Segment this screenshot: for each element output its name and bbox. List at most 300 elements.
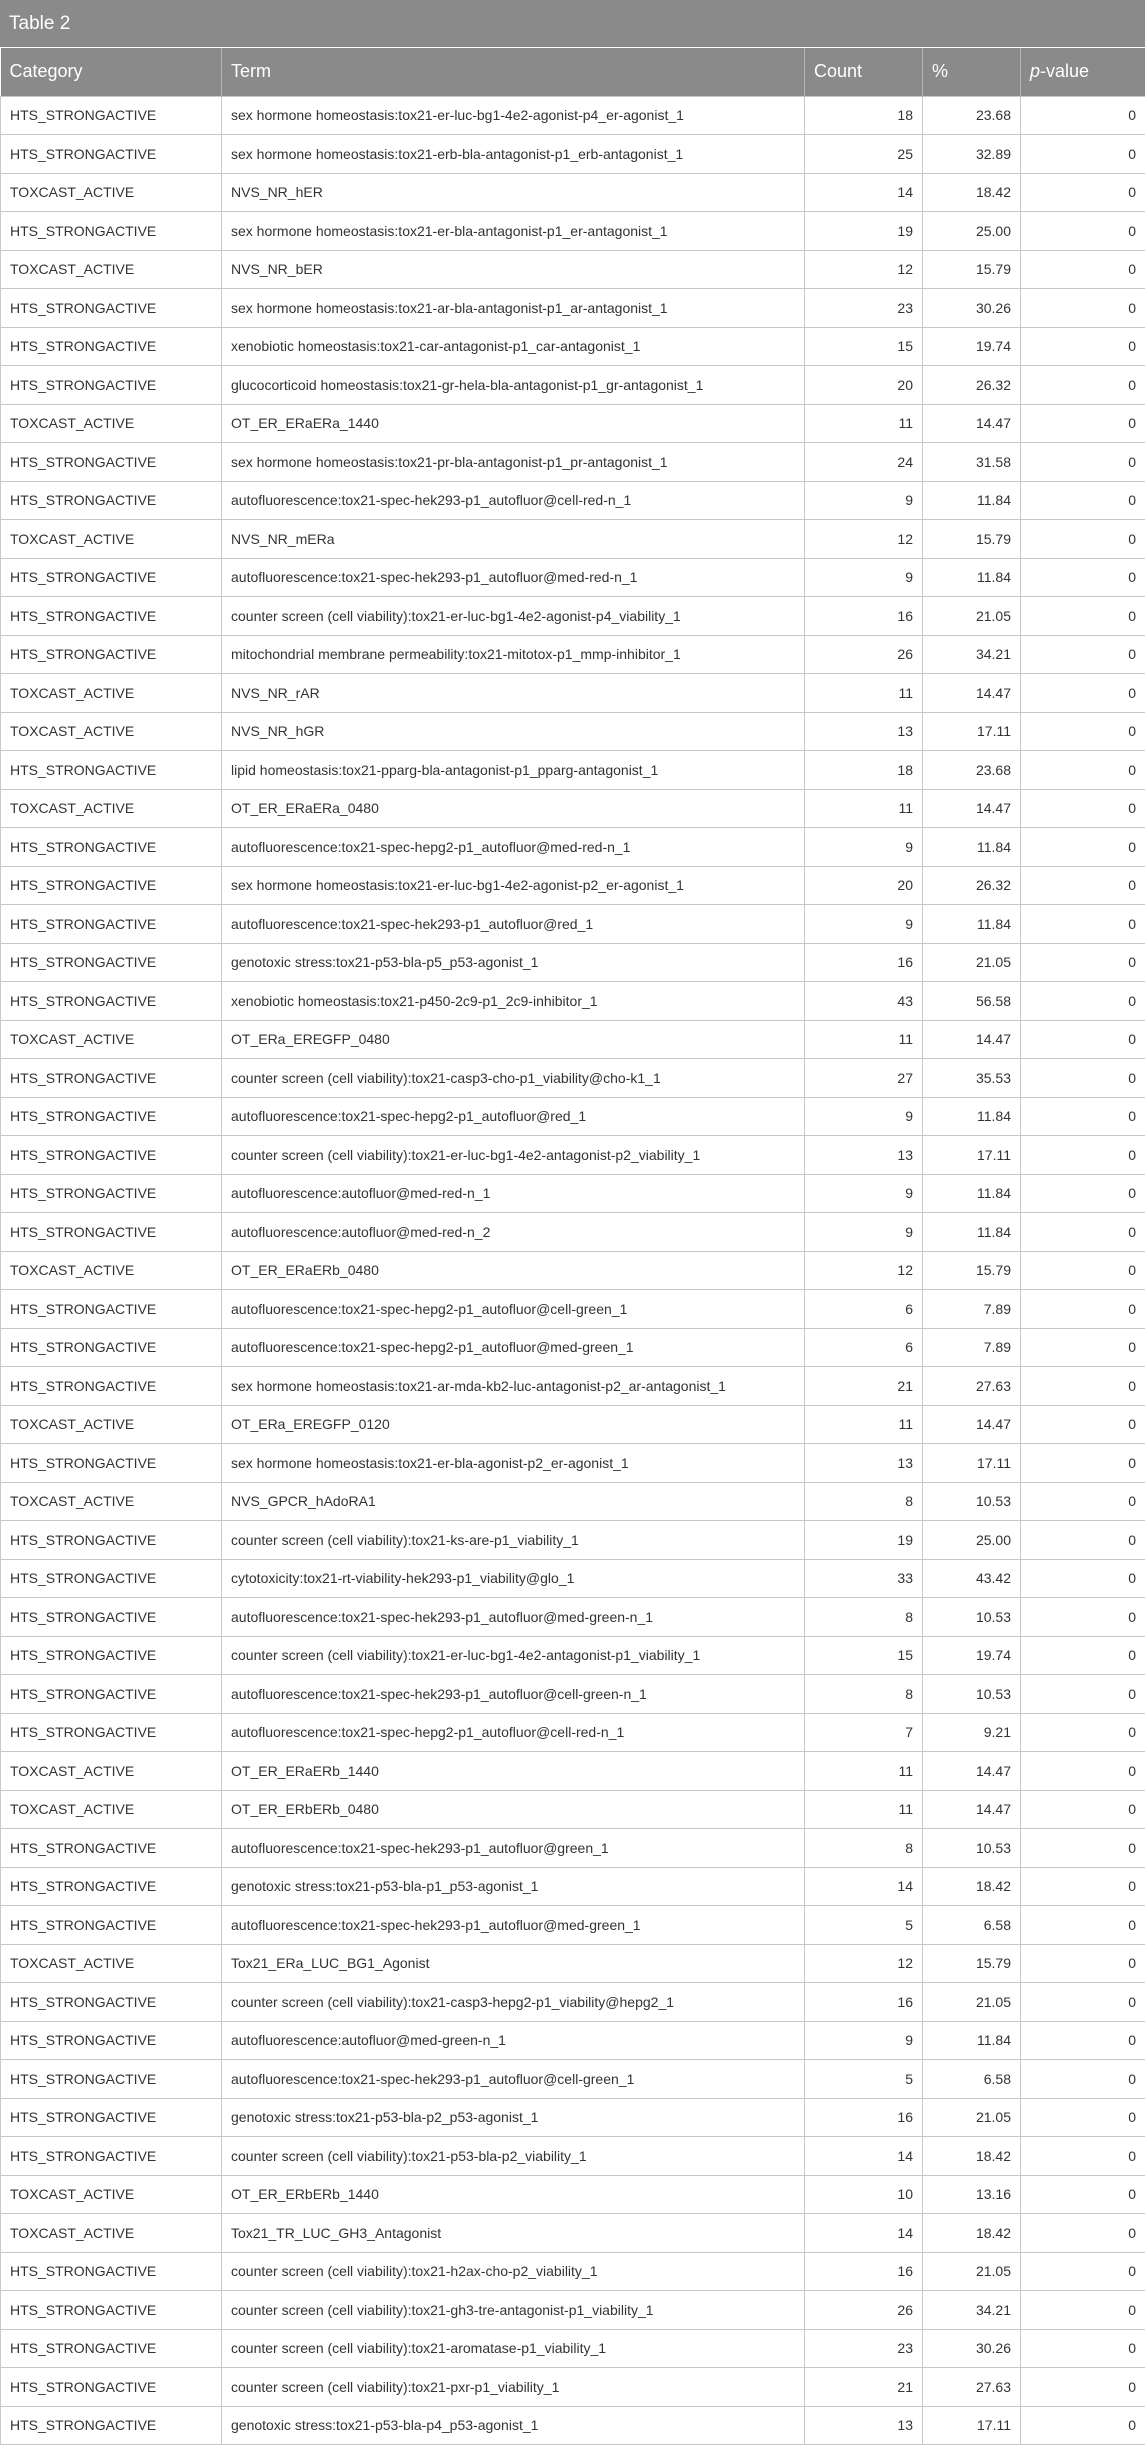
- cell-count: 16: [805, 2252, 923, 2291]
- cell-term: counter screen (cell viability):tox21-gh3-tre-antagonist-p1_viability_1: [222, 2291, 805, 2330]
- cell-percent: 25.00: [923, 212, 1021, 251]
- table-caption: Table 2: [0, 0, 1145, 48]
- cell-percent: 11.84: [923, 2021, 1021, 2060]
- cell-term: counter screen (cell viability):tox21-ks-are-p1_viability_1: [222, 1521, 805, 1560]
- cell-percent: 26.32: [923, 366, 1021, 405]
- cell-pvalue: 0: [1021, 443, 1145, 482]
- cell-percent: 11.84: [923, 1174, 1021, 1213]
- cell-term: OT_ER_ERaERb_0480: [222, 1251, 805, 1290]
- table-row: [1, 327, 1145, 366]
- cell-percent: 18.42: [923, 1867, 1021, 1906]
- cell-term: genotoxic stress:tox21-p53-bla-p5_p53-agonist_1: [222, 943, 805, 982]
- table-row: [1, 173, 1145, 212]
- cell-percent: 21.05: [923, 1983, 1021, 2022]
- cell-term: OT_ER_ERbERb_1440: [222, 2175, 805, 2214]
- table-row: [1, 1521, 1145, 1560]
- table-body: [1, 96, 1145, 2445]
- cell-pvalue: 0: [1021, 1174, 1145, 1213]
- cell-pvalue: 0: [1021, 1521, 1145, 1560]
- cell-percent: 6.58: [923, 2060, 1021, 2099]
- cell-percent: 11.84: [923, 1213, 1021, 1252]
- cell-category: HTS_STRONGACTIVE: [1, 2329, 222, 2368]
- header-percent: %: [923, 48, 1021, 96]
- cell-count: 11: [805, 404, 923, 443]
- cell-term: OT_ER_ERbERb_0480: [222, 1790, 805, 1829]
- cell-pvalue: 0: [1021, 2368, 1145, 2407]
- table-row: [1, 1983, 1145, 2022]
- cell-count: 13: [805, 712, 923, 751]
- cell-term: sex hormone homeostasis:tox21-ar-mda-kb2-luc-antagonist-p2_ar-antagonist_1: [222, 1367, 805, 1406]
- cell-percent: 35.53: [923, 1059, 1021, 1098]
- cell-category: TOXCAST_ACTIVE: [1, 404, 222, 443]
- table-row: [1, 1713, 1145, 1752]
- cell-percent: 17.11: [923, 2406, 1021, 2445]
- cell-percent: 10.53: [923, 1482, 1021, 1521]
- cell-pvalue: 0: [1021, 1906, 1145, 1945]
- cell-category: HTS_STRONGACTIVE: [1, 1521, 222, 1560]
- cell-category: HTS_STRONGACTIVE: [1, 558, 222, 597]
- cell-pvalue: 0: [1021, 751, 1145, 790]
- table-row: [1, 635, 1145, 674]
- table-row: [1, 1752, 1145, 1791]
- cell-category: HTS_STRONGACTIVE: [1, 1906, 222, 1945]
- cell-pvalue: 0: [1021, 135, 1145, 174]
- cell-pvalue: 0: [1021, 635, 1145, 674]
- table-row: [1, 2329, 1145, 2368]
- table-row: [1, 2406, 1145, 2445]
- cell-percent: 30.26: [923, 2329, 1021, 2368]
- cell-percent: 30.26: [923, 289, 1021, 328]
- header-category: Category: [1, 48, 222, 96]
- cell-pvalue: 0: [1021, 1020, 1145, 1059]
- results-table: [0, 48, 1145, 2445]
- table-row: [1, 1482, 1145, 1521]
- cell-category: HTS_STRONGACTIVE: [1, 1059, 222, 1098]
- table-row: [1, 597, 1145, 636]
- cell-percent: 15.79: [923, 520, 1021, 559]
- cell-percent: 31.58: [923, 443, 1021, 482]
- cell-count: 12: [805, 520, 923, 559]
- cell-percent: 14.47: [923, 1020, 1021, 1059]
- cell-pvalue: 0: [1021, 250, 1145, 289]
- cell-category: TOXCAST_ACTIVE: [1, 1405, 222, 1444]
- cell-percent: 13.16: [923, 2175, 1021, 2214]
- cell-pvalue: 0: [1021, 2291, 1145, 2330]
- cell-category: HTS_STRONGACTIVE: [1, 212, 222, 251]
- cell-pvalue: 0: [1021, 404, 1145, 443]
- table-row: [1, 2137, 1145, 2176]
- cell-count: 16: [805, 1983, 923, 2022]
- cell-term: OT_ERa_EREGFP_0120: [222, 1405, 805, 1444]
- table-row: [1, 2368, 1145, 2407]
- table-row: [1, 1559, 1145, 1598]
- cell-category: HTS_STRONGACTIVE: [1, 751, 222, 790]
- cell-percent: 19.74: [923, 327, 1021, 366]
- cell-percent: 14.47: [923, 1790, 1021, 1829]
- cell-count: 5: [805, 2060, 923, 2099]
- cell-term: NVS_NR_hER: [222, 173, 805, 212]
- table-row: [1, 1675, 1145, 1714]
- cell-count: 8: [805, 1482, 923, 1521]
- cell-pvalue: 0: [1021, 982, 1145, 1021]
- table-row: [1, 1405, 1145, 1444]
- cell-percent: 21.05: [923, 2098, 1021, 2137]
- table-row: [1, 1829, 1145, 1868]
- cell-count: 9: [805, 2021, 923, 2060]
- cell-term: sex hormone homeostasis:tox21-er-bla-agonist-p2_er-agonist_1: [222, 1444, 805, 1483]
- cell-category: HTS_STRONGACTIVE: [1, 1174, 222, 1213]
- cell-count: 12: [805, 250, 923, 289]
- cell-pvalue: 0: [1021, 212, 1145, 251]
- cell-percent: 10.53: [923, 1675, 1021, 1714]
- cell-pvalue: 0: [1021, 1405, 1145, 1444]
- cell-category: TOXCAST_ACTIVE: [1, 1944, 222, 1983]
- cell-term: lipid homeostasis:tox21-pparg-bla-antagonist-p1_pparg-antagonist_1: [222, 751, 805, 790]
- cell-pvalue: 0: [1021, 1097, 1145, 1136]
- cell-count: 9: [805, 905, 923, 944]
- cell-count: 16: [805, 943, 923, 982]
- cell-category: TOXCAST_ACTIVE: [1, 712, 222, 751]
- table-row: [1, 558, 1145, 597]
- cell-count: 8: [805, 1598, 923, 1637]
- cell-term: autofluorescence:tox21-spec-hepg2-p1_autofluor@cell-green_1: [222, 1290, 805, 1329]
- cell-pvalue: 0: [1021, 712, 1145, 751]
- cell-term: autofluorescence:autofluor@med-green-n_1: [222, 2021, 805, 2060]
- cell-percent: 23.68: [923, 751, 1021, 790]
- cell-category: HTS_STRONGACTIVE: [1, 2291, 222, 2330]
- cell-pvalue: 0: [1021, 2175, 1145, 2214]
- cell-count: 5: [805, 1906, 923, 1945]
- cell-count: 24: [805, 443, 923, 482]
- cell-pvalue: 0: [1021, 1829, 1145, 1868]
- cell-term: sex hormone homeostasis:tox21-er-luc-bg1-4e2-agonist-p2_er-agonist_1: [222, 866, 805, 905]
- cell-term: sex hormone homeostasis:tox21-er-luc-bg1-4e2-agonist-p4_er-agonist_1: [222, 96, 805, 135]
- cell-category: HTS_STRONGACTIVE: [1, 2252, 222, 2291]
- cell-term: autofluorescence:tox21-spec-hek293-p1_autofluor@green_1: [222, 1829, 805, 1868]
- cell-pvalue: 0: [1021, 1867, 1145, 1906]
- cell-pvalue: 0: [1021, 1790, 1145, 1829]
- cell-term: counter screen (cell viability):tox21-aromatase-p1_viability_1: [222, 2329, 805, 2368]
- cell-pvalue: 0: [1021, 2252, 1145, 2291]
- cell-count: 14: [805, 2137, 923, 2176]
- cell-category: HTS_STRONGACTIVE: [1, 1367, 222, 1406]
- cell-percent: 34.21: [923, 2291, 1021, 2330]
- cell-category: HTS_STRONGACTIVE: [1, 1097, 222, 1136]
- cell-category: HTS_STRONGACTIVE: [1, 1598, 222, 1637]
- cell-count: 21: [805, 1367, 923, 1406]
- cell-category: TOXCAST_ACTIVE: [1, 1020, 222, 1059]
- table-row: [1, 1944, 1145, 1983]
- cell-percent: 7.89: [923, 1290, 1021, 1329]
- cell-category: HTS_STRONGACTIVE: [1, 1559, 222, 1598]
- cell-category: TOXCAST_ACTIVE: [1, 2175, 222, 2214]
- table-row: [1, 1174, 1145, 1213]
- cell-term: OT_ER_ERaERa_1440: [222, 404, 805, 443]
- cell-pvalue: 0: [1021, 1059, 1145, 1098]
- cell-count: 9: [805, 1097, 923, 1136]
- cell-category: HTS_STRONGACTIVE: [1, 2098, 222, 2137]
- cell-percent: 14.47: [923, 789, 1021, 828]
- table-row: [1, 1097, 1145, 1136]
- cell-count: 14: [805, 1867, 923, 1906]
- cell-count: 27: [805, 1059, 923, 1098]
- cell-category: HTS_STRONGACTIVE: [1, 1829, 222, 1868]
- cell-category: HTS_STRONGACTIVE: [1, 1713, 222, 1752]
- cell-category: TOXCAST_ACTIVE: [1, 520, 222, 559]
- cell-term: Tox21_TR_LUC_GH3_Antagonist: [222, 2214, 805, 2253]
- cell-pvalue: 0: [1021, 1559, 1145, 1598]
- cell-pvalue: 0: [1021, 1136, 1145, 1175]
- cell-category: HTS_STRONGACTIVE: [1, 597, 222, 636]
- cell-term: autofluorescence:tox21-spec-hek293-p1_autofluor@cell-red-n_1: [222, 481, 805, 520]
- table-row: [1, 1059, 1145, 1098]
- cell-count: 8: [805, 1829, 923, 1868]
- cell-percent: 34.21: [923, 635, 1021, 674]
- cell-pvalue: 0: [1021, 1636, 1145, 1675]
- cell-pvalue: 0: [1021, 1444, 1145, 1483]
- cell-term: sex hormone homeostasis:tox21-pr-bla-antagonist-p1_pr-antagonist_1: [222, 443, 805, 482]
- cell-percent: 11.84: [923, 1097, 1021, 1136]
- cell-count: 15: [805, 1636, 923, 1675]
- cell-count: 26: [805, 635, 923, 674]
- table-row: [1, 366, 1145, 405]
- cell-count: 25: [805, 135, 923, 174]
- cell-percent: 32.89: [923, 135, 1021, 174]
- cell-pvalue: 0: [1021, 2406, 1145, 2445]
- cell-term: autofluorescence:tox21-spec-hepg2-p1_autofluor@med-green_1: [222, 1328, 805, 1367]
- cell-category: TOXCAST_ACTIVE: [1, 789, 222, 828]
- table-row: [1, 1136, 1145, 1175]
- cell-category: TOXCAST_ACTIVE: [1, 1482, 222, 1521]
- table-row: [1, 828, 1145, 867]
- cell-category: HTS_STRONGACTIVE: [1, 2021, 222, 2060]
- cell-pvalue: 0: [1021, 943, 1145, 982]
- cell-pvalue: 0: [1021, 2060, 1145, 2099]
- cell-category: TOXCAST_ACTIVE: [1, 674, 222, 713]
- cell-count: 12: [805, 1251, 923, 1290]
- cell-percent: 17.11: [923, 1136, 1021, 1175]
- table-row: [1, 2252, 1145, 2291]
- cell-count: 11: [805, 789, 923, 828]
- cell-category: HTS_STRONGACTIVE: [1, 1444, 222, 1483]
- cell-percent: 18.42: [923, 2214, 1021, 2253]
- table-row: [1, 250, 1145, 289]
- cell-pvalue: 0: [1021, 327, 1145, 366]
- table-row: [1, 789, 1145, 828]
- cell-percent: 56.58: [923, 982, 1021, 1021]
- cell-category: HTS_STRONGACTIVE: [1, 943, 222, 982]
- table-row: [1, 866, 1145, 905]
- cell-term: autofluorescence:tox21-spec-hepg2-p1_autofluor@red_1: [222, 1097, 805, 1136]
- table-row: [1, 2098, 1145, 2137]
- table-row: [1, 1790, 1145, 1829]
- cell-percent: 7.89: [923, 1328, 1021, 1367]
- cell-category: HTS_STRONGACTIVE: [1, 2406, 222, 2445]
- cell-count: 11: [805, 674, 923, 713]
- cell-count: 11: [805, 1752, 923, 1791]
- table-row: [1, 1213, 1145, 1252]
- table-row: [1, 1867, 1145, 1906]
- cell-pvalue: 0: [1021, 558, 1145, 597]
- cell-term: autofluorescence:tox21-spec-hepg2-p1_autofluor@med-red-n_1: [222, 828, 805, 867]
- table-row: [1, 1636, 1145, 1675]
- table-row: [1, 1906, 1145, 1945]
- cell-pvalue: 0: [1021, 1251, 1145, 1290]
- cell-count: 20: [805, 366, 923, 405]
- cell-count: 13: [805, 1444, 923, 1483]
- cell-category: TOXCAST_ACTIVE: [1, 173, 222, 212]
- cell-term: autofluorescence:autofluor@med-red-n_2: [222, 1213, 805, 1252]
- cell-category: TOXCAST_ACTIVE: [1, 1752, 222, 1791]
- cell-percent: 11.84: [923, 558, 1021, 597]
- table-row: [1, 674, 1145, 713]
- cell-category: TOXCAST_ACTIVE: [1, 1790, 222, 1829]
- cell-percent: 17.11: [923, 712, 1021, 751]
- cell-category: TOXCAST_ACTIVE: [1, 1251, 222, 1290]
- cell-percent: 6.58: [923, 1906, 1021, 1945]
- cell-category: HTS_STRONGACTIVE: [1, 1213, 222, 1252]
- cell-percent: 14.47: [923, 1752, 1021, 1791]
- cell-term: autofluorescence:tox21-spec-hepg2-p1_autofluor@cell-red-n_1: [222, 1713, 805, 1752]
- cell-term: genotoxic stress:tox21-p53-bla-p1_p53-agonist_1: [222, 1867, 805, 1906]
- cell-pvalue: 0: [1021, 2021, 1145, 2060]
- cell-term: autofluorescence:tox21-spec-hek293-p1_autofluor@med-red-n_1: [222, 558, 805, 597]
- cell-percent: 9.21: [923, 1713, 1021, 1752]
- cell-category: HTS_STRONGACTIVE: [1, 1675, 222, 1714]
- table-row: [1, 2291, 1145, 2330]
- cell-category: HTS_STRONGACTIVE: [1, 366, 222, 405]
- cell-percent: 14.47: [923, 1405, 1021, 1444]
- table-row: [1, 481, 1145, 520]
- cell-count: 15: [805, 327, 923, 366]
- table-row: [1, 1598, 1145, 1637]
- cell-pvalue: 0: [1021, 789, 1145, 828]
- cell-percent: 17.11: [923, 1444, 1021, 1483]
- cell-count: 23: [805, 2329, 923, 2368]
- header-pvalue: [1021, 48, 1145, 96]
- cell-count: 16: [805, 2098, 923, 2137]
- cell-count: 21: [805, 2368, 923, 2407]
- cell-term: genotoxic stress:tox21-p53-bla-p2_p53-agonist_1: [222, 2098, 805, 2137]
- table-row: [1, 520, 1145, 559]
- cell-category: HTS_STRONGACTIVE: [1, 905, 222, 944]
- cell-term: NVS_NR_mERa: [222, 520, 805, 559]
- table-row: [1, 1444, 1145, 1483]
- table-row: [1, 2175, 1145, 2214]
- cell-count: 9: [805, 1213, 923, 1252]
- cell-count: 9: [805, 558, 923, 597]
- cell-category: HTS_STRONGACTIVE: [1, 982, 222, 1021]
- cell-category: TOXCAST_ACTIVE: [1, 2214, 222, 2253]
- cell-count: 11: [805, 1790, 923, 1829]
- cell-count: 14: [805, 173, 923, 212]
- header-term: Term: [222, 48, 805, 96]
- cell-percent: 10.53: [923, 1829, 1021, 1868]
- cell-term: Tox21_ERa_LUC_BG1_Agonist: [222, 1944, 805, 1983]
- cell-count: 8: [805, 1675, 923, 1714]
- table-row: [1, 982, 1145, 1021]
- cell-count: 6: [805, 1290, 923, 1329]
- cell-pvalue: 0: [1021, 520, 1145, 559]
- cell-term: genotoxic stress:tox21-p53-bla-p4_p53-agonist_1: [222, 2406, 805, 2445]
- cell-term: NVS_NR_hGR: [222, 712, 805, 751]
- cell-count: 9: [805, 1174, 923, 1213]
- table-row: [1, 1251, 1145, 1290]
- cell-term: sex hormone homeostasis:tox21-erb-bla-antagonist-p1_erb-antagonist_1: [222, 135, 805, 174]
- cell-pvalue: 0: [1021, 173, 1145, 212]
- cell-percent: 15.79: [923, 250, 1021, 289]
- cell-count: 33: [805, 1559, 923, 1598]
- cell-term: counter screen (cell viability):tox21-h2ax-cho-p2_viability_1: [222, 2252, 805, 2291]
- cell-category: HTS_STRONGACTIVE: [1, 1328, 222, 1367]
- header-pvalue-italic: p: [1030, 61, 1040, 81]
- cell-count: 11: [805, 1405, 923, 1444]
- cell-category: HTS_STRONGACTIVE: [1, 135, 222, 174]
- cell-category: TOXCAST_ACTIVE: [1, 250, 222, 289]
- cell-count: 13: [805, 2406, 923, 2445]
- cell-percent: 18.42: [923, 2137, 1021, 2176]
- cell-pvalue: 0: [1021, 1675, 1145, 1714]
- table-row: [1, 289, 1145, 328]
- cell-percent: 11.84: [923, 481, 1021, 520]
- cell-percent: 27.63: [923, 1367, 1021, 1406]
- cell-category: HTS_STRONGACTIVE: [1, 2060, 222, 2099]
- cell-percent: 43.42: [923, 1559, 1021, 1598]
- cell-category: HTS_STRONGACTIVE: [1, 1983, 222, 2022]
- cell-count: 19: [805, 212, 923, 251]
- table-row: [1, 135, 1145, 174]
- cell-pvalue: 0: [1021, 289, 1145, 328]
- cell-category: HTS_STRONGACTIVE: [1, 866, 222, 905]
- cell-term: NVS_GPCR_hAdoRA1: [222, 1482, 805, 1521]
- table-row: [1, 1367, 1145, 1406]
- cell-term: counter screen (cell viability):tox21-er-luc-bg1-4e2-antagonist-p1_viability_1: [222, 1636, 805, 1675]
- cell-pvalue: 0: [1021, 1482, 1145, 1521]
- cell-term: glucocorticoid homeostasis:tox21-gr-hela-bla-antagonist-p1_gr-antagonist_1: [222, 366, 805, 405]
- cell-term: NVS_NR_bER: [222, 250, 805, 289]
- cell-count: 13: [805, 1136, 923, 1175]
- cell-term: OT_ERa_EREGFP_0480: [222, 1020, 805, 1059]
- cell-count: 7: [805, 1713, 923, 1752]
- cell-pvalue: 0: [1021, 866, 1145, 905]
- cell-pvalue: 0: [1021, 597, 1145, 636]
- cell-term: autofluorescence:tox21-spec-hek293-p1_autofluor@cell-green_1: [222, 2060, 805, 2099]
- cell-term: mitochondrial membrane permeability:tox21-mitotox-p1_mmp-inhibitor_1: [222, 635, 805, 674]
- cell-pvalue: 0: [1021, 905, 1145, 944]
- cell-term: autofluorescence:autofluor@med-red-n_1: [222, 1174, 805, 1213]
- table-row: [1, 2060, 1145, 2099]
- cell-count: 16: [805, 597, 923, 636]
- header-row: [1, 48, 1145, 96]
- cell-percent: 27.63: [923, 2368, 1021, 2407]
- cell-category: HTS_STRONGACTIVE: [1, 1290, 222, 1329]
- cell-term: autofluorescence:tox21-spec-hek293-p1_autofluor@med-green-n_1: [222, 1598, 805, 1637]
- cell-percent: 18.42: [923, 173, 1021, 212]
- cell-count: 43: [805, 982, 923, 1021]
- cell-count: 11: [805, 1020, 923, 1059]
- cell-term: counter screen (cell viability):tox21-pxr-p1_viability_1: [222, 2368, 805, 2407]
- cell-count: 18: [805, 96, 923, 135]
- cell-pvalue: 0: [1021, 1367, 1145, 1406]
- cell-term: autofluorescence:tox21-spec-hek293-p1_autofluor@cell-green-n_1: [222, 1675, 805, 1714]
- cell-category: HTS_STRONGACTIVE: [1, 2137, 222, 2176]
- cell-category: HTS_STRONGACTIVE: [1, 828, 222, 867]
- header-count: Count: [805, 48, 923, 96]
- cell-category: HTS_STRONGACTIVE: [1, 443, 222, 482]
- cell-count: 20: [805, 866, 923, 905]
- cell-category: HTS_STRONGACTIVE: [1, 1867, 222, 1906]
- cell-percent: 14.47: [923, 404, 1021, 443]
